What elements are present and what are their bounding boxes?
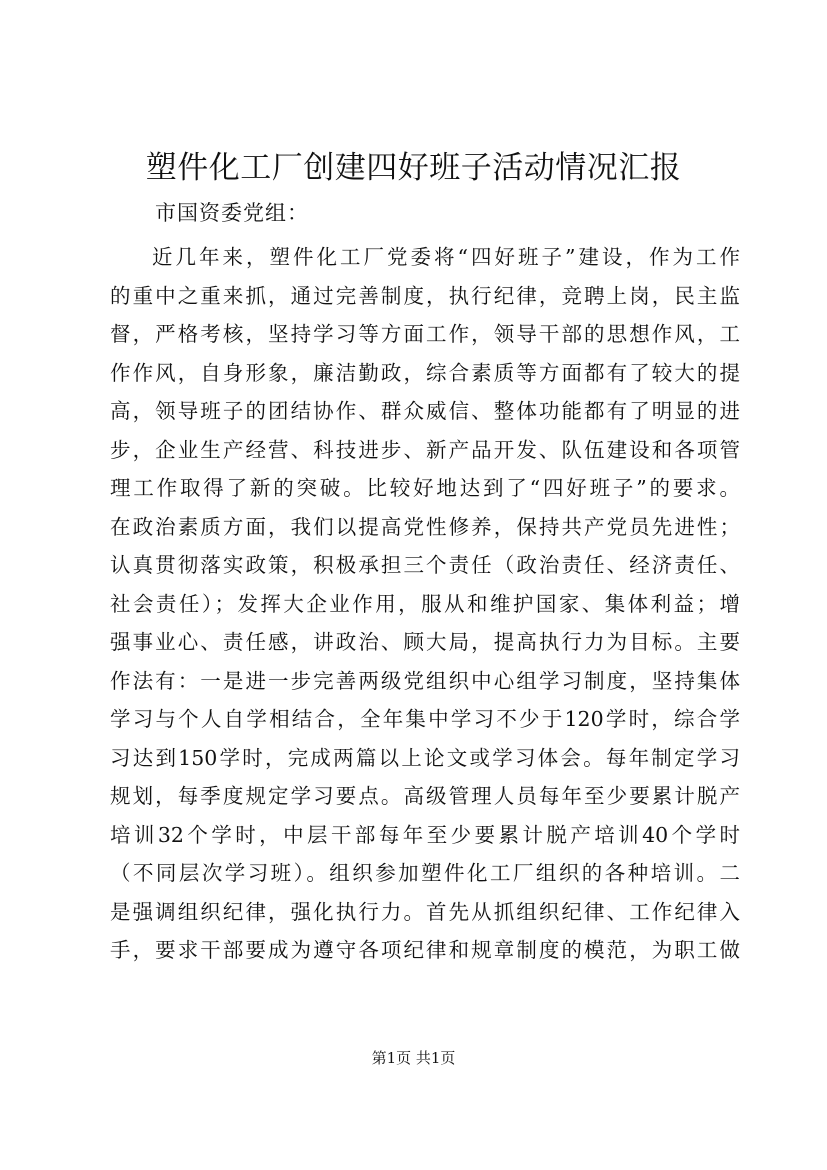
body-line: 培训32个学时，中层干部每年至少要累计脱产培训40个学时 [110,822,740,847]
body-line: 社会责任）；发挥大企业作用，服从和维护国家、集体利益；增 [110,591,740,616]
body-line: 强事业心、责任感，讲政治、顾大局，提高执行力为目标。主要 [110,630,740,654]
body-line: 学习与个人自学相结合，全年集中学习不少于120学时，综合学 [110,707,740,731]
body-line: 习达到150学时，完成两篇以上论文或学习体会。每年制定学习 [110,745,740,770]
body-line: （不同层次学习班）。组织参加塑件化工厂组织的各种培训。二 [110,861,740,885]
salutation: 市国资委党组： [155,201,309,225]
body-line: 规划，每季度规定学习要点。高级管理人员每年至少要累计脱产 [110,784,740,808]
body-line: 作法有：一是进一步完善两级党组织中心组学习制度，坚持集体 [110,668,740,693]
body-line: 高，领导班子的团结协作、群众威信、整体功能都有了明显的进 [110,399,740,423]
body-line: 理工作取得了新的突破。比较好地达到了“四好班子”的要求。 [110,476,740,500]
body-line: 近几年来，塑件化工厂党委将“四好班子”建设，作为工作 [152,245,740,269]
body-line: 是强调组织纪律，强化执行力。首先从抓组织纪律、工作纪律入 [110,899,740,924]
body-line: 认真贯彻落实政策，积极承担三个责任（政治责任、经济责任、 [110,553,740,577]
body-text [110,238,740,970]
body-line: 的重中之重来抓，通过完善制度，执行纪律，竞聘上岗，民主监 [110,283,740,308]
document-title: 塑件化工厂创建四好班子活动情况汇报 [145,150,682,186]
body-line: 作作风，自身形象，廉洁勤政，综合素质等方面都有了较大的提 [110,360,740,385]
body-line: 在政治素质方面，我们以提高党性修养，保持共产党员先进性； [110,514,740,539]
body-line: 步，企业生产经营、科技进步、新产品开发、队伍建设和各项管 [110,437,740,462]
body-line: 手，要求干部要成为遵守各项纪律和规章制度的模范，为职工做 [110,938,740,962]
body-line: 督，严格考核，坚持学习等方面工作，领导干部的思想作风，工 [110,322,740,346]
page-footer: 第1页 共1页 [371,1049,456,1067]
